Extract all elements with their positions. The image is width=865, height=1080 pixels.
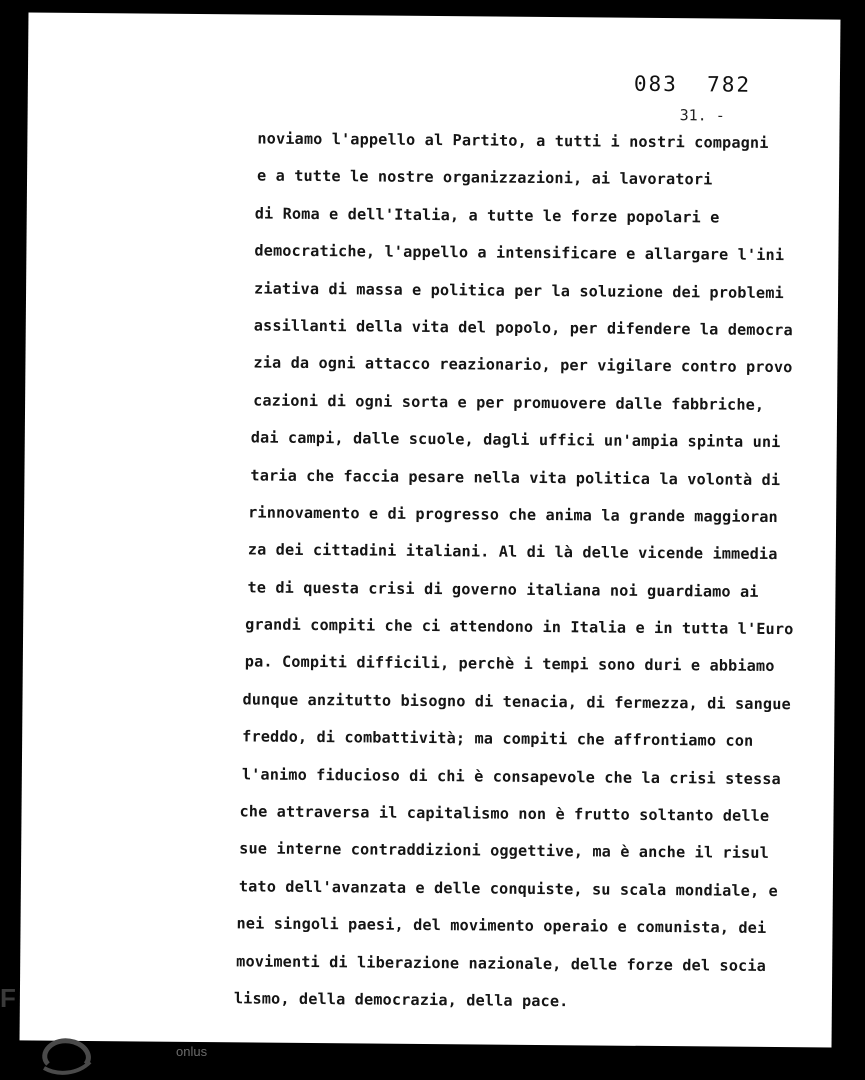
page-number: 31. - bbox=[679, 106, 725, 125]
text-line: ziativa di massa e politica per la soluzione dei problemi bbox=[254, 279, 784, 302]
typewritten-text bbox=[226, 120, 834, 1023]
watermark-text: onlus bbox=[176, 1044, 208, 1059]
watermark-letter: F bbox=[0, 983, 16, 1013]
text-line: l'animo fiducioso di chi è consapevole che la crisi stessa bbox=[241, 765, 781, 788]
text-line: dunque anzitutto bisogno di tenacia, di fermezza, di sangue bbox=[242, 690, 791, 714]
text-line: pa. Compiti difficili, perchè i tempi sono duri e abbiamo bbox=[244, 652, 775, 676]
text-line: assillanti della vita del popolo, per difendere la democra bbox=[253, 316, 793, 340]
text-line: e a tutte le nostre organizzazioni, ai lavoratori bbox=[257, 166, 713, 189]
document-page bbox=[20, 12, 841, 1047]
text-line: che attraversa il capitalismo non è frutto soltanto delle bbox=[239, 802, 770, 826]
text-line: freddo, di combattività; ma compiti che affrontiamo con bbox=[242, 727, 754, 751]
text-line: lismo, della democrazia, della pace. bbox=[233, 989, 569, 1011]
text-line: di Roma e dell'Italia, a tutte le forze popolari e bbox=[254, 204, 720, 227]
text-line: zia da ogni attacco reazionario, per vigilare contro provo bbox=[253, 353, 793, 377]
text-line: rinnovamento e di progresso che anima la grande maggioran bbox=[248, 503, 778, 526]
text-line: democratiche, l'appello a intensificare e allargare l'ini bbox=[254, 241, 785, 265]
text-line: cazioni di ogni sorta e per promuovere dalle fabbriche, bbox=[253, 391, 765, 414]
watermark-logo-icon bbox=[34, 1028, 96, 1078]
text-line: tato dell'avanzata e delle conquiste, su scala mondiale, e bbox=[238, 877, 778, 900]
text-line: dai campi, dalle scuole, dagli uffici un'ampia spinta uni bbox=[250, 428, 781, 452]
text-line: noviamo l'appello al Partito, a tutti i nostri compagni bbox=[257, 129, 769, 152]
text-line: za dei cittadini italiani. Al di là delle vicende immedia bbox=[247, 540, 778, 564]
archive-number: 083 782 bbox=[633, 71, 752, 97]
text-line: grandi compiti che ci attendono in Italia e in tutta l'Euro bbox=[245, 615, 794, 639]
text-line: te di questa crisi di governo italiana noi guardiamo ai bbox=[247, 578, 759, 601]
text-line: movimenti di liberazione nazionale, delle forze del socia bbox=[236, 951, 767, 975]
text-line: taria che faccia pesare nella vita politica la volontà di bbox=[250, 465, 781, 489]
text-line: nei singoli paesi, del movimento operaio e comunista, dei bbox=[236, 914, 767, 938]
text-line: sue interne contraddizioni oggettive, ma è anche il risul bbox=[239, 839, 770, 863]
